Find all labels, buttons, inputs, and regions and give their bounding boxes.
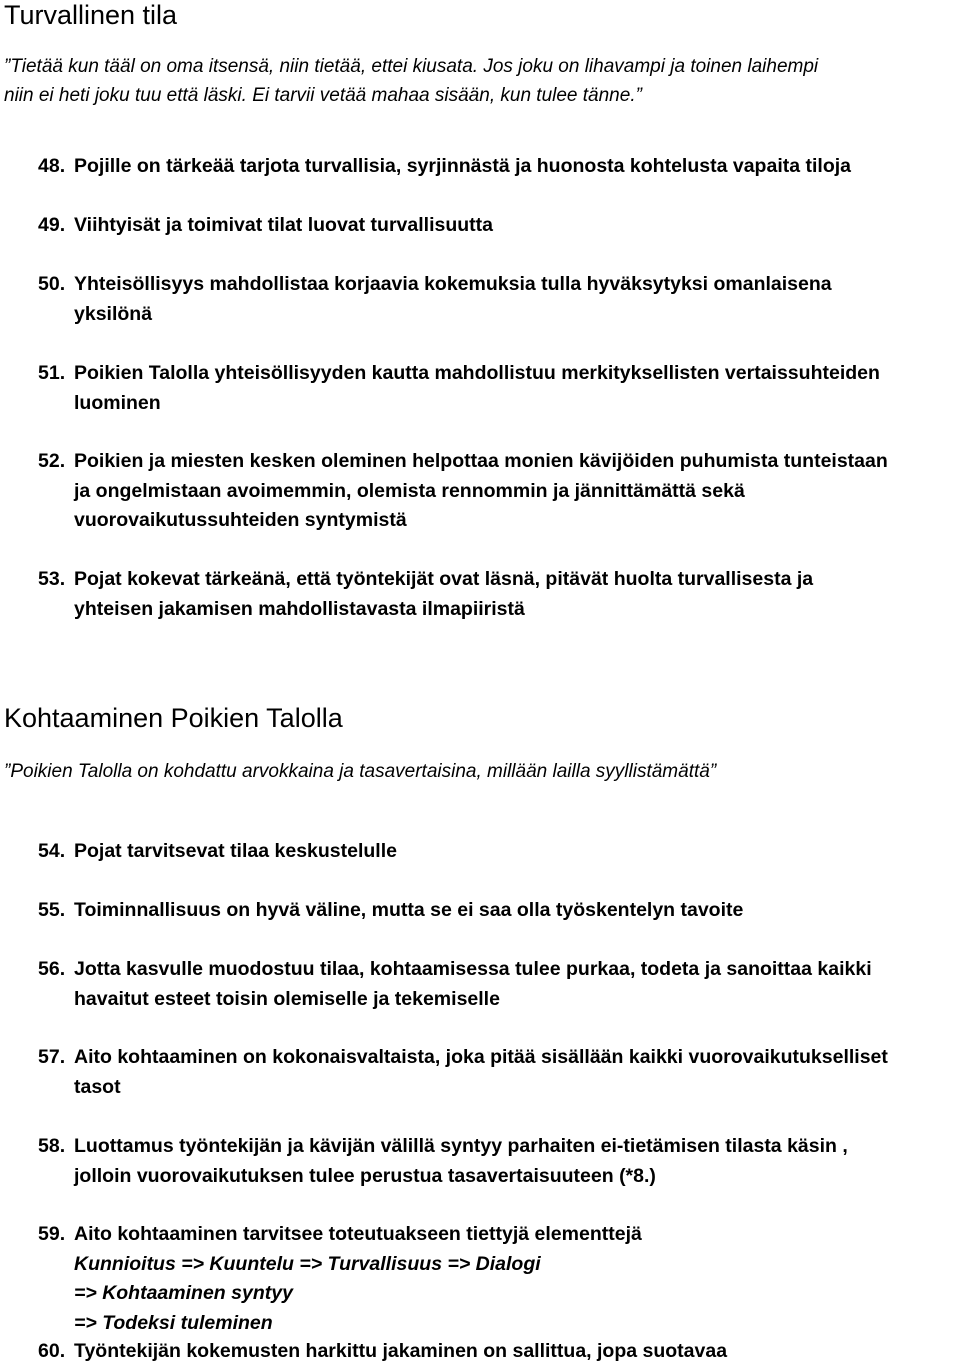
item-subline: => Kohtaaminen syntyy	[74, 1282, 293, 1304]
list-item	[38, 270, 958, 329]
item-line: Aito kohtaaminen on kokonaisvaltaista, joka pitää sisällään kaikki vuorovaikutukselliset	[74, 1046, 888, 1068]
item-line: Pojat tarvitsevat tilaa keskustelulle	[74, 840, 397, 862]
item-number: 51.	[38, 362, 66, 384]
item-line: jolloin vuorovaikutuksen tulee perustua tasavertaisuuteen (*8.)	[74, 1164, 656, 1187]
list-item	[38, 565, 958, 624]
list-item	[38, 837, 958, 867]
item-subline: Kunnioitus => Kuuntelu => Turvallisuus => Dialogi	[74, 1252, 541, 1275]
item-number: 53.	[38, 568, 66, 590]
item-number: 60.	[38, 1340, 66, 1362]
list-item	[38, 1043, 958, 1102]
list-item	[38, 152, 958, 182]
item-number: 52.	[38, 450, 66, 472]
list-item	[38, 955, 958, 1014]
list-item	[38, 1337, 958, 1367]
item-line: yhteisen jakamisen mahdollistavasta ilmapiiristä	[74, 597, 525, 620]
section-heading: Kohtaaminen Poikien Talolla	[4, 703, 343, 733]
item-line: Poikien ja miesten kesken oleminen helpottaa monien kävijöiden puhumista tunteistaan	[74, 450, 888, 472]
item-number: 56.	[38, 958, 66, 980]
item-line: Yhteisöllisyys mahdollistaa korjaavia kokemuksia tulla hyväksytyksi omanlaisena	[74, 273, 832, 295]
section-quote	[4, 52, 818, 110]
quote-line: niin ei heti joku tuu että läski. Ei tarvii vetää mahaa sisään, kun tulee tänne.”	[4, 85, 642, 106]
list-item	[38, 1220, 958, 1338]
item-line: Työntekijän kokemusten harkittu jakaminen on sallittua, jopa suotavaa	[74, 1340, 728, 1362]
item-subline: => Todeksi tuleminen	[74, 1311, 273, 1334]
item-number: 57.	[38, 1046, 66, 1068]
item-line: Pojille on tärkeää tarjota turvallisia, syrjinnästä ja huonosta kohtelusta vapaita tiloja	[74, 155, 851, 177]
section-quote	[4, 757, 716, 786]
quote-line: ”Poikien Talolla on kohdattu arvokkaina ja tasavertaisina, millään lailla syyllistämättä”	[4, 761, 717, 782]
quote-line: ”Tietää kun tääl on oma itsensä, niin tietää, ettei kiusata. Jos joku on lihavampi ja toinen laihempi	[4, 56, 819, 77]
item-line: havaitut esteet toisin olemiselle ja tekemiselle	[74, 987, 500, 1010]
item-number: 50.	[38, 273, 66, 295]
item-line: Poikien Talolla yhteisöllisyyden kautta mahdollistuu merkityksellisten vertaissuhteiden	[74, 362, 880, 384]
item-number: 48.	[38, 155, 66, 177]
item-number: 59.	[38, 1223, 66, 1245]
item-number: 49.	[38, 214, 66, 236]
item-line: Aito kohtaaminen tarvitsee toteutuakseen tiettyjä elementtejä	[74, 1223, 642, 1245]
item-number: 55.	[38, 899, 66, 921]
list-item	[38, 211, 958, 241]
list-item	[38, 447, 958, 536]
item-line: vuorovaikutussuhteiden syntymistä	[74, 509, 407, 531]
item-line: Pojat kokevat tärkeänä, että työntekijät ovat läsnä, pitävät huolta turvallisesta ja	[74, 568, 814, 590]
item-line: Toiminnallisuus on hyvä väline, mutta se ei saa olla työskentelyn tavoite	[74, 899, 744, 921]
item-line: Jotta kasvulle muodostuu tilaa, kohtaamisessa tulee purkaa, todeta ja sanoittaa kaikki	[74, 958, 872, 980]
item-line: luominen	[74, 391, 161, 414]
section-heading: Turvallinen tila	[4, 0, 178, 30]
list-item	[38, 896, 958, 926]
item-line: tasot	[74, 1075, 121, 1098]
list-item	[38, 1132, 958, 1191]
item-line: ja ongelmistaan avoimemmin, olemista rennommin ja jännittämättä sekä	[74, 479, 745, 502]
item-line: Luottamus työntekijän ja kävijän välillä syntyy parhaiten ei-tietämisen tilasta käsin ,	[74, 1135, 848, 1157]
list-item	[38, 359, 958, 418]
item-line: yksilönä	[74, 302, 153, 325]
item-line: Viihtyisät ja toimivat tilat luovat turvallisuutta	[74, 214, 493, 236]
item-number: 58.	[38, 1135, 66, 1157]
item-number: 54.	[38, 840, 66, 862]
